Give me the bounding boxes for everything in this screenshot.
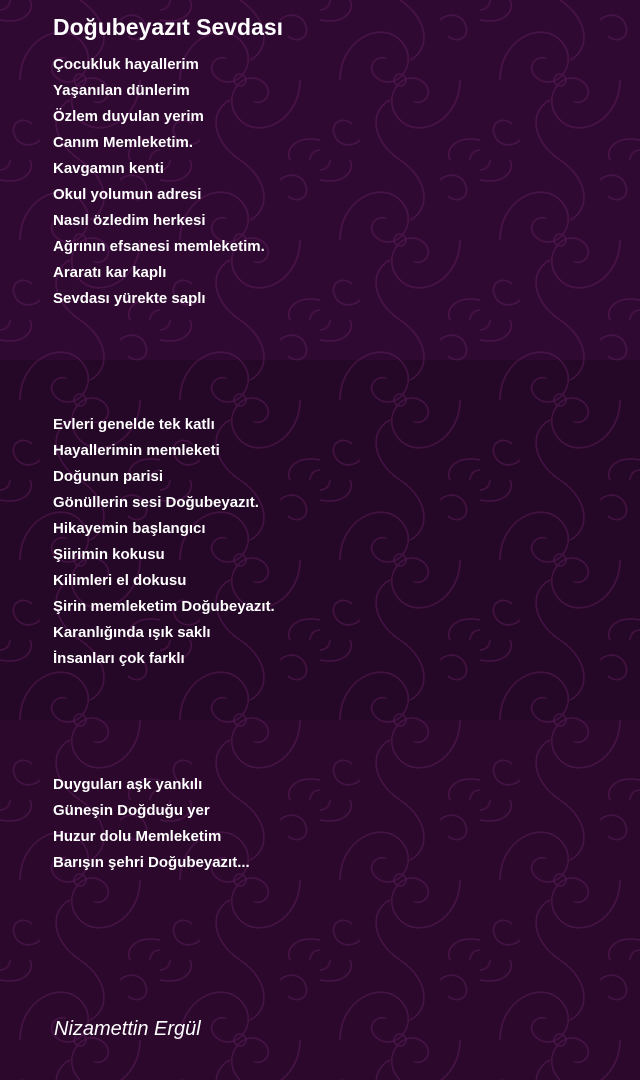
poem-line: Hayallerimin memleketi — [53, 442, 220, 459]
stanza-1 — [53, 52, 265, 312]
poem-line: Şirin memleketim Doğubeyazıt. — [53, 598, 275, 615]
poem-line: Duyguları aşk yankılı — [53, 776, 203, 793]
stanza-3 — [53, 772, 250, 876]
poem-line: Gönüllerin sesi Doğubeyazıt. — [53, 494, 259, 511]
poem-line: Huzur dolu Memleketim — [53, 828, 222, 845]
poem-line: Şiirimin kokusu — [53, 546, 165, 563]
poem-line: Evleri genelde tek katlı — [53, 416, 215, 433]
poem-line: Araratı kar kaplı — [53, 264, 167, 281]
poem-line: Yaşanılan dünlerim — [53, 82, 190, 99]
poem-line: Ağrının efsanesi memleketim. — [53, 238, 265, 255]
poem-line: Nasıl özledim herkesi — [53, 212, 206, 229]
poem-line: Doğunun parisi — [53, 468, 163, 485]
poem-line: Barışın şehri Doğubeyazıt... — [53, 854, 250, 871]
poem-line: Karanlığında ışık saklı — [53, 624, 211, 641]
poem-author: Nizamettin Ergül — [54, 1018, 201, 1040]
poem-line: İnsanları çok farklı — [53, 650, 185, 667]
poem-line: Hikayemin başlangıcı — [53, 520, 206, 537]
stanza-2 — [53, 412, 275, 672]
poem-line: Güneşin Doğduğu yer — [53, 802, 210, 819]
poem-line: Kilimleri el dokusu — [53, 572, 187, 589]
poem-line: Okul yolumun adresi — [53, 186, 202, 203]
poem-line: Kavgamın kenti — [53, 160, 164, 177]
poem-title: Doğubeyazıt Sevdası — [53, 14, 284, 40]
poem-line: Canım Memleketim. — [53, 134, 194, 151]
poem-line: Sevdası yürekte saplı — [53, 290, 206, 307]
poem-line: Özlem duyulan yerim — [53, 108, 204, 125]
poem-line: Çocukluk hayallerim — [53, 56, 199, 73]
